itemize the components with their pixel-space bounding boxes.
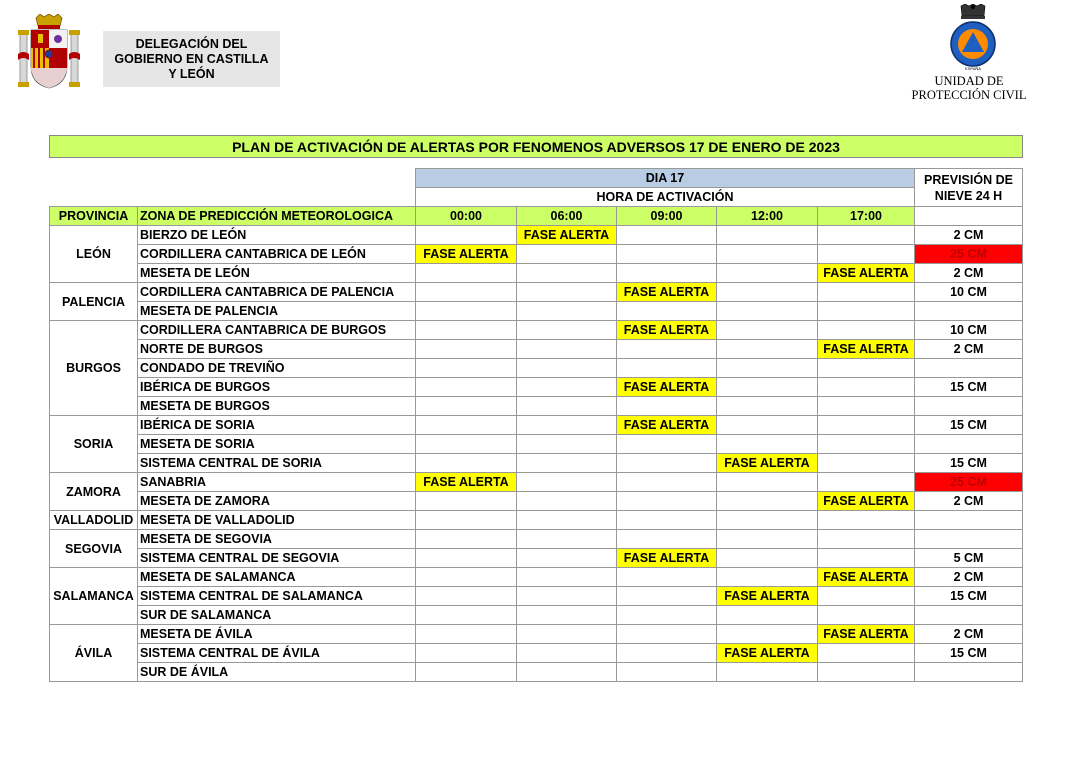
- empty-slot-cell: [717, 549, 818, 568]
- province-cell: SEGOVIA: [50, 530, 138, 568]
- empty-slot-cell: [617, 226, 717, 245]
- empty-slot-cell: [617, 359, 717, 378]
- zone-cell: CORDILLERA CANTABRICA DE LEÓN: [138, 245, 416, 264]
- hour-header: 12:00: [717, 207, 818, 226]
- table-row: [50, 644, 1023, 663]
- alert-cell: FASE ALERTA: [617, 378, 717, 397]
- alert-cell: FASE ALERTA: [717, 587, 818, 606]
- empty-slot-cell: [717, 416, 818, 435]
- zone-cell: SISTEMA CENTRAL DE SEGOVIA: [138, 549, 416, 568]
- empty-slot-cell: [416, 340, 517, 359]
- empty-slot-cell: [717, 435, 818, 454]
- empty-slot-cell: [717, 283, 818, 302]
- spain-coat-of-arms-icon: [18, 14, 80, 94]
- zone-cell: SANABRIA: [138, 473, 416, 492]
- empty-slot-cell: [818, 473, 915, 492]
- zone-cell: SISTEMA CENTRAL DE SORIA: [138, 454, 416, 473]
- empty-slot-cell: [416, 492, 517, 511]
- empty-slot-cell: [517, 264, 617, 283]
- zone-cell: CORDILLERA CANTABRICA DE BURGOS: [138, 321, 416, 340]
- empty-slot-cell: [416, 454, 517, 473]
- empty-slot-cell: [818, 416, 915, 435]
- zone-cell: IBÉRICA DE BURGOS: [138, 378, 416, 397]
- table-row: [50, 606, 1023, 625]
- snow-forecast-cell: 15 CM: [915, 644, 1023, 663]
- empty-slot-cell: [416, 397, 517, 416]
- snow-forecast-cell: [915, 511, 1023, 530]
- empty-slot-cell: [517, 454, 617, 473]
- delegation-label: [103, 31, 280, 87]
- snow-forecast-cell: 15 CM: [915, 587, 1023, 606]
- empty-slot-cell: [617, 264, 717, 283]
- empty-slot-cell: [517, 302, 617, 321]
- empty-slot-cell: [717, 340, 818, 359]
- table-row: [50, 245, 1023, 264]
- snow-forecast-cell: 10 CM: [915, 321, 1023, 340]
- empty-slot-cell: [818, 283, 915, 302]
- empty-slot-cell: [617, 587, 717, 606]
- zone-cell: MESETA DE PALENCIA: [138, 302, 416, 321]
- table-row: [50, 359, 1023, 378]
- empty-slot-cell: [416, 587, 517, 606]
- empty-slot-cell: [717, 530, 818, 549]
- alert-cell: FASE ALERTA: [517, 226, 617, 245]
- province-cell: PALENCIA: [50, 283, 138, 321]
- table-row: [50, 283, 1023, 302]
- snow-forecast-cell: 2 CM: [915, 340, 1023, 359]
- unit-label: [900, 74, 1038, 102]
- snow-forecast-cell: 10 CM: [915, 283, 1023, 302]
- snow-forecast-cell: [915, 359, 1023, 378]
- empty-slot-cell: [416, 530, 517, 549]
- empty-slot-cell: [617, 663, 717, 682]
- empty-slot-cell: [818, 302, 915, 321]
- empty-slot-cell: [517, 416, 617, 435]
- table-row: [50, 587, 1023, 606]
- zone-cell: SISTEMA CENTRAL DE ÁVILA: [138, 644, 416, 663]
- alert-cell: FASE ALERTA: [416, 245, 517, 264]
- empty-slot-cell: [517, 283, 617, 302]
- snow-forecast-cell: 2 CM: [915, 492, 1023, 511]
- empty-slot-cell: [416, 663, 517, 682]
- empty-slot-cell: [517, 340, 617, 359]
- empty-slot-cell: [717, 473, 818, 492]
- empty-slot-cell: [717, 359, 818, 378]
- table-row: [50, 435, 1023, 454]
- empty-slot-cell: [517, 378, 617, 397]
- empty-slot-cell: [517, 549, 617, 568]
- alert-cell: FASE ALERTA: [818, 264, 915, 283]
- proteccion-civil-logo-icon: [948, 4, 998, 70]
- empty-slot-cell: [416, 606, 517, 625]
- empty-slot-cell: [717, 492, 818, 511]
- alert-cell: FASE ALERTA: [617, 416, 717, 435]
- empty-slot-cell: [717, 568, 818, 587]
- zone-column-header: ZONA DE PREDICCIÓN METEOROLOGICA: [138, 207, 416, 226]
- alert-cell: FASE ALERTA: [617, 321, 717, 340]
- zone-cell: MESETA DE ÁVILA: [138, 625, 416, 644]
- zone-cell: BIERZO DE LEÓN: [138, 226, 416, 245]
- snow-forecast-cell: 15 CM: [915, 454, 1023, 473]
- table-row: [50, 568, 1023, 587]
- province-cell: BURGOS: [50, 321, 138, 416]
- empty-slot-cell: [818, 606, 915, 625]
- table-title: PLAN DE ACTIVACIÓN DE ALERTAS POR FENOMENOS ADVERSOS 17 DE ENERO DE 2023: [50, 136, 1023, 158]
- table-row: [50, 625, 1023, 644]
- zone-cell: SISTEMA CENTRAL DE SALAMANCA: [138, 587, 416, 606]
- snow-header-empty: [915, 207, 1023, 226]
- snow-forecast-cell: 2 CM: [915, 264, 1023, 283]
- province-cell: SORIA: [50, 416, 138, 473]
- empty-slot-cell: [517, 397, 617, 416]
- empty-slot-cell: [717, 397, 818, 416]
- empty-slot-cell: [818, 549, 915, 568]
- empty-slot-cell: [416, 302, 517, 321]
- empty-slot-cell: [717, 226, 818, 245]
- province-column-header: PROVINCIA: [50, 207, 138, 226]
- hour-header: 00:00: [416, 207, 517, 226]
- empty-slot-cell: [416, 378, 517, 397]
- zone-cell: MESETA DE SORIA: [138, 435, 416, 454]
- empty-slot-cell: [416, 283, 517, 302]
- province-cell: SALAMANCA: [50, 568, 138, 625]
- empty-slot-cell: [617, 340, 717, 359]
- empty-slot-cell: [517, 587, 617, 606]
- empty-slot-cell: [818, 587, 915, 606]
- empty-slot-cell: [517, 568, 617, 587]
- empty-slot-cell: [617, 245, 717, 264]
- table-row: [50, 321, 1023, 340]
- empty-slot-cell: [818, 454, 915, 473]
- empty-slot-cell: [818, 530, 915, 549]
- empty-slot-cell: [517, 435, 617, 454]
- table-row: [50, 454, 1023, 473]
- empty-slot-cell: [617, 511, 717, 530]
- table-row: [50, 416, 1023, 435]
- empty-slot-cell: [717, 302, 818, 321]
- empty-slot-cell: [617, 473, 717, 492]
- snow-forecast-cell: 2 CM: [915, 226, 1023, 245]
- empty-slot-cell: [818, 435, 915, 454]
- empty-slot-cell: [818, 644, 915, 663]
- empty-slot-cell: [717, 663, 818, 682]
- table-row: [50, 549, 1023, 568]
- empty-slot-cell: [818, 359, 915, 378]
- empty-slot-cell: [517, 530, 617, 549]
- snow-forecast-cell: 2 CM: [915, 568, 1023, 587]
- snow-forecast-cell: [915, 397, 1023, 416]
- alert-cell: FASE ALERTA: [818, 492, 915, 511]
- hour-header: 17:00: [818, 207, 915, 226]
- table-row: [50, 226, 1023, 245]
- empty-slot-cell: [416, 549, 517, 568]
- snow-forecast-cell: [915, 530, 1023, 549]
- province-cell: LEÓN: [50, 226, 138, 283]
- zone-cell: MESETA DE VALLADOLID: [138, 511, 416, 530]
- empty-slot-cell: [717, 511, 818, 530]
- empty-slot-cell: [617, 397, 717, 416]
- empty-slot-cell: [517, 625, 617, 644]
- snow-forecast-cell: 5 CM: [915, 549, 1023, 568]
- empty-slot-cell: [717, 378, 818, 397]
- table-row: [50, 378, 1023, 397]
- table-row: [50, 397, 1023, 416]
- empty-slot-cell: [416, 359, 517, 378]
- snow-forecast-cell: 25 CM: [915, 245, 1023, 264]
- zone-cell: SUR DE SALAMANCA: [138, 606, 416, 625]
- zone-cell: CORDILLERA CANTABRICA DE PALENCIA: [138, 283, 416, 302]
- empty-slot-cell: [517, 663, 617, 682]
- snow-forecast-cell: 25 CM: [915, 473, 1023, 492]
- empty-slot-cell: [517, 492, 617, 511]
- empty-slot-cell: [416, 644, 517, 663]
- empty-slot-cell: [617, 492, 717, 511]
- empty-slot-cell: [517, 359, 617, 378]
- empty-slot-cell: [416, 264, 517, 283]
- alert-cell: FASE ALERTA: [617, 549, 717, 568]
- empty-slot-cell: [818, 511, 915, 530]
- empty-slot-cell: [818, 663, 915, 682]
- zone-cell: MESETA DE LEÓN: [138, 264, 416, 283]
- snow-forecast-cell: 15 CM: [915, 378, 1023, 397]
- zone-cell: SUR DE ÁVILA: [138, 663, 416, 682]
- snow-forecast-cell: 2 CM: [915, 625, 1023, 644]
- empty-slot-cell: [617, 644, 717, 663]
- delegation-line-1: DELEGACIÓN DEL: [135, 36, 248, 51]
- zone-cell: CONDADO DE TREVIÑO: [138, 359, 416, 378]
- empty-slot-cell: [818, 226, 915, 245]
- table-row: [50, 530, 1023, 549]
- empty-slot-cell: [717, 625, 818, 644]
- alert-cell: FASE ALERTA: [717, 644, 818, 663]
- snow-forecast-cell: [915, 435, 1023, 454]
- alert-cell: FASE ALERTA: [416, 473, 517, 492]
- empty-slot-cell: [416, 321, 517, 340]
- province-cell: VALLADOLID: [50, 511, 138, 530]
- empty-slot-cell: [818, 378, 915, 397]
- empty-slot-cell: [517, 473, 617, 492]
- empty-slot-cell: [717, 321, 818, 340]
- snow-forecast-header: PREVISIÓN DE NIEVE 24 H: [915, 169, 1023, 207]
- table-row: [50, 264, 1023, 283]
- logo-text-bottom: ESPAÑA: [965, 66, 981, 70]
- empty-slot-cell: [617, 606, 717, 625]
- alert-cell: FASE ALERTA: [818, 568, 915, 587]
- empty-slot-cell: [517, 644, 617, 663]
- activation-plan-table: [49, 135, 1023, 682]
- province-cell: ÁVILA: [50, 625, 138, 682]
- zone-cell: MESETA DE SEGOVIA: [138, 530, 416, 549]
- activation-hour-header: HORA DE ACTIVACIÓN: [416, 188, 915, 207]
- alert-cell: FASE ALERTA: [717, 454, 818, 473]
- snow-forecast-cell: [915, 663, 1023, 682]
- day-header: DIA 17: [416, 169, 915, 188]
- table-row: [50, 492, 1023, 511]
- zone-cell: MESETA DE BURGOS: [138, 397, 416, 416]
- empty-slot-cell: [717, 606, 818, 625]
- empty-slot-cell: [617, 568, 717, 587]
- empty-slot-cell: [617, 625, 717, 644]
- empty-slot-cell: [818, 321, 915, 340]
- table-row: [50, 663, 1023, 682]
- empty-slot-cell: [617, 302, 717, 321]
- zone-cell: NORTE DE BURGOS: [138, 340, 416, 359]
- empty-slot-cell: [818, 245, 915, 264]
- alert-cell: FASE ALERTA: [818, 625, 915, 644]
- zone-cell: IBÉRICA DE SORIA: [138, 416, 416, 435]
- empty-slot-cell: [717, 245, 818, 264]
- empty-slot-cell: [416, 226, 517, 245]
- empty-slot-cell: [717, 264, 818, 283]
- unit-line-2: PROTECCIÓN CIVIL: [911, 88, 1027, 102]
- province-cell: ZAMORA: [50, 473, 138, 511]
- empty-slot-cell: [416, 416, 517, 435]
- table-row: [50, 511, 1023, 530]
- empty-slot-cell: [416, 625, 517, 644]
- snow-forecast-cell: 15 CM: [915, 416, 1023, 435]
- empty-slot-cell: [617, 435, 717, 454]
- empty-slot-cell: [416, 435, 517, 454]
- zone-cell: MESETA DE SALAMANCA: [138, 568, 416, 587]
- empty-slot-cell: [818, 397, 915, 416]
- hour-header: 06:00: [517, 207, 617, 226]
- empty-slot-cell: [517, 321, 617, 340]
- alert-cell: FASE ALERTA: [617, 283, 717, 302]
- delegation-line-2: GOBIERNO EN CASTILLA: [114, 51, 269, 66]
- empty-slot-cell: [416, 511, 517, 530]
- alert-cell: FASE ALERTA: [818, 340, 915, 359]
- zone-cell: MESETA DE ZAMORA: [138, 492, 416, 511]
- table-row: [50, 302, 1023, 321]
- empty-slot-cell: [517, 511, 617, 530]
- table-row: [50, 340, 1023, 359]
- empty-slot-cell: [416, 568, 517, 587]
- empty-slot-cell: [617, 454, 717, 473]
- table-row: [50, 473, 1023, 492]
- empty-slot-cell: [617, 530, 717, 549]
- empty-slot-cell: [517, 606, 617, 625]
- snow-forecast-cell: [915, 606, 1023, 625]
- delegation-line-3: Y LEÓN: [168, 66, 215, 81]
- empty-slot-cell: [517, 245, 617, 264]
- hour-header: 09:00: [617, 207, 717, 226]
- unit-line-1: UNIDAD DE: [934, 74, 1004, 88]
- snow-forecast-cell: [915, 302, 1023, 321]
